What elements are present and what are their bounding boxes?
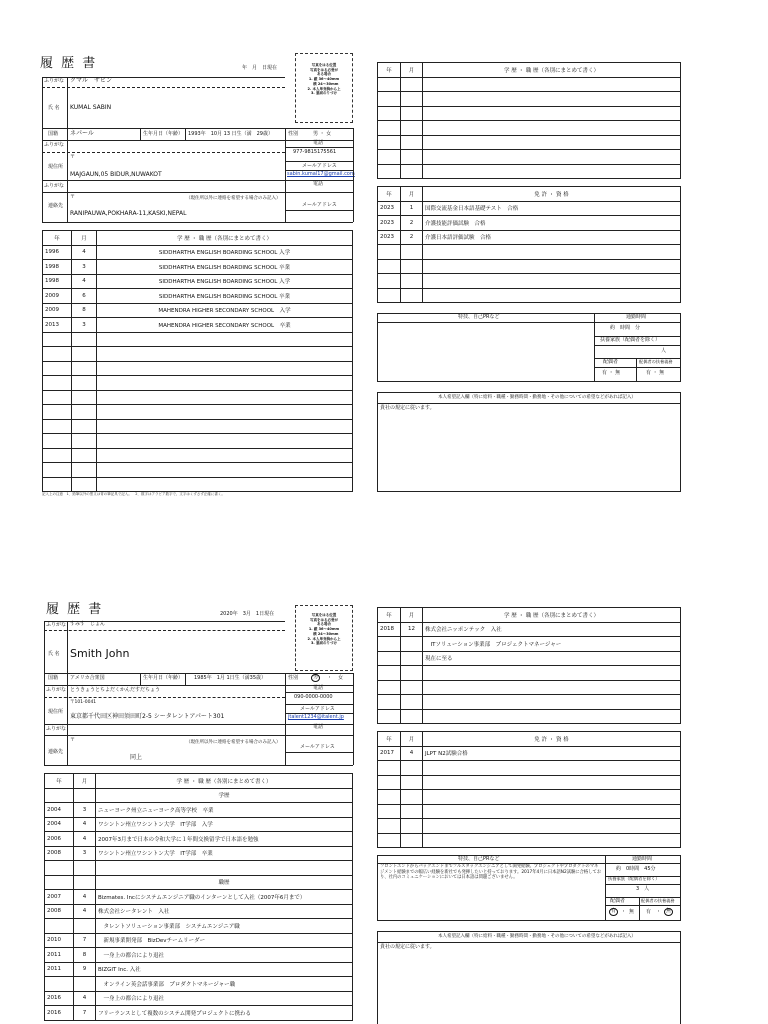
nationality-label: 国籍 bbox=[48, 675, 59, 681]
wish-text: 貴社の規定に従います。 bbox=[380, 944, 435, 950]
table-row bbox=[43, 477, 353, 492]
content-cell: フリーランスとして複数のシステム開発プロジェクトに携わる bbox=[96, 1006, 353, 1021]
date-line: 2020年 3月 1日現在 bbox=[220, 611, 275, 617]
address-furigana: とうきょうとちよだくかんだすだちょう bbox=[70, 687, 161, 693]
table-row bbox=[43, 274, 353, 289]
content-cell: JLPT N2試験合格 bbox=[423, 746, 681, 761]
table-row bbox=[43, 376, 353, 391]
year-cell: 2004 bbox=[45, 817, 74, 832]
nationality-label: 国籍 bbox=[48, 131, 59, 137]
table-row bbox=[43, 318, 353, 333]
spouse-label: 配偶者 bbox=[603, 359, 619, 365]
table-row bbox=[45, 846, 353, 861]
section-heading: 職歴 bbox=[96, 875, 353, 890]
contact-label: 連絡先 bbox=[48, 749, 64, 755]
commute-label: 通勤時間 bbox=[632, 856, 653, 862]
table-row bbox=[378, 135, 681, 150]
year-cell: 2008 bbox=[45, 846, 74, 861]
table-row bbox=[45, 788, 353, 803]
spouse-support-no-circled: 無 bbox=[666, 908, 672, 914]
right-history-table bbox=[377, 62, 681, 179]
dob-label: 生年月日（年齢） bbox=[143, 131, 184, 137]
year-cell: 2004 bbox=[45, 803, 74, 818]
year-cell: 2006 bbox=[45, 832, 74, 847]
month-header: 月 bbox=[401, 732, 423, 747]
table-row bbox=[45, 861, 353, 876]
photo-text: 写真をはる必要が bbox=[310, 617, 338, 622]
table-row bbox=[378, 274, 681, 289]
table-header bbox=[378, 63, 681, 78]
table-row bbox=[378, 121, 681, 136]
month-cell: 4 bbox=[72, 274, 97, 289]
contact-address: 同上 bbox=[130, 754, 143, 761]
nationality-value: ネパール bbox=[70, 130, 94, 137]
content-cell: ワシントン州立ワシントン大学 IT学部 入学 bbox=[96, 817, 353, 832]
table-row bbox=[43, 390, 353, 405]
table-row bbox=[378, 833, 681, 848]
content-header: 学 歴 ・ 職 歴（各別にまとめて書く） bbox=[96, 774, 353, 789]
dependents-value: 人 bbox=[661, 348, 667, 354]
furigana-label: ふりがな bbox=[44, 78, 65, 84]
commute-label: 通勤時間 bbox=[626, 314, 647, 320]
photo-text: ある場合 bbox=[317, 72, 331, 77]
photo-text: 写真をはる必要が bbox=[310, 67, 338, 72]
content-cell: ニューヨーク州立ニューヨーク高等学校 卒業 bbox=[96, 803, 353, 818]
table-row bbox=[45, 803, 353, 818]
photo-text: 2. 本人単身胸から上 bbox=[307, 86, 341, 91]
history-table bbox=[44, 773, 353, 1021]
furigana-label: ふりがな bbox=[46, 622, 67, 628]
contact-tel-label: 電話 bbox=[313, 724, 324, 730]
content-cell: タレントソリューション事業部 システムエンジニア職 bbox=[96, 919, 353, 934]
table-row bbox=[45, 1006, 353, 1021]
content-cell: 介護日本語評価試験 合格 bbox=[423, 230, 681, 245]
contact-note: （現住所以外に連絡を希望する場合のみ記入） bbox=[186, 740, 281, 745]
email-label: メールアドレス bbox=[300, 706, 335, 712]
content-cell: 株式会社ニッポンテック 入社 bbox=[423, 622, 681, 637]
year-cell: 2023 bbox=[378, 216, 401, 231]
gender-male-circled: 男 bbox=[313, 674, 319, 680]
table-row bbox=[378, 651, 681, 666]
table-row bbox=[378, 622, 681, 637]
gender-separator: ・ bbox=[327, 675, 333, 681]
month-header: 月 bbox=[401, 63, 423, 78]
table-row bbox=[378, 92, 681, 107]
month-cell: 4 bbox=[74, 904, 96, 919]
skills-text: フロントエンドからバックエンドまでフルスタックエンジニアとして開発経験。プロジェクトやプロダクトのマネジメント経験までの幅広い経験を新社でも発揮したいと持っております。2017年4月に日本語N2試験に合格しており、社内のコミュニケーションにおいては日本語は問題ございません。 bbox=[380, 864, 602, 881]
month-cell: 7 bbox=[74, 933, 96, 948]
dependents-label: 扶養家族（配偶者を除く） bbox=[608, 877, 660, 882]
content-cell: SIDDHARTHA ENGLISH BOARDING SCHOOL 卒業 bbox=[97, 289, 353, 304]
year-header: 年 bbox=[45, 774, 74, 789]
wish-block bbox=[377, 931, 681, 1024]
dob-label: 生年月日（年齢） bbox=[143, 675, 184, 681]
month-cell: 3 bbox=[72, 318, 97, 333]
year-header: 年 bbox=[378, 187, 401, 202]
photo-text: 1. 縦 36～40mm bbox=[308, 627, 340, 632]
month-cell: 4 bbox=[74, 991, 96, 1006]
content-cell bbox=[96, 861, 353, 876]
year-cell: 2011 bbox=[45, 948, 74, 963]
dob-value: 1985年 1月 1日生（満35歳） bbox=[194, 675, 267, 681]
month-cell: 2 bbox=[401, 230, 423, 245]
tel-value: 090-0000-0000 bbox=[294, 694, 333, 700]
table-row bbox=[378, 216, 681, 231]
wish-text: 貴社の規定に従います。 bbox=[380, 405, 435, 411]
month-cell: 4 bbox=[74, 832, 96, 847]
month-cell: 1 bbox=[401, 201, 423, 216]
month-cell: 3 bbox=[74, 803, 96, 818]
month-header: 月 bbox=[401, 187, 423, 202]
table-row bbox=[378, 288, 681, 303]
year-cell: 2016 bbox=[45, 1006, 74, 1021]
content-cell: 2007年3月まで日本の令和大学に１年間交換留学で日本語を勉強 bbox=[96, 832, 353, 847]
table-row bbox=[45, 904, 353, 919]
photo-text: 2. 本人単身胸から上 bbox=[307, 636, 341, 641]
photo-text: 1. 縦 36～40mm bbox=[308, 77, 340, 82]
table-row bbox=[43, 448, 353, 463]
month-cell: 4 bbox=[74, 817, 96, 832]
photo-text: 横 24～30mm bbox=[309, 81, 339, 86]
contact-address: RANIPAUWA,POKHARA-11,KASKI,NEPAL bbox=[70, 210, 187, 217]
table-row bbox=[45, 977, 353, 992]
tel-value: 977-9815175561 bbox=[293, 149, 337, 155]
table-row bbox=[378, 106, 681, 121]
contact-email-label: メールアドレス bbox=[302, 202, 337, 208]
contact-note: （現住所以外に連絡を希望する場合のみ記入） bbox=[186, 196, 281, 201]
skills-block bbox=[377, 313, 681, 382]
year-cell bbox=[378, 637, 401, 652]
month-cell: 6 bbox=[72, 289, 97, 304]
month-cell bbox=[74, 788, 96, 803]
year-cell: 2023 bbox=[378, 230, 401, 245]
address-furigana-label: ふりがな bbox=[44, 142, 65, 148]
month-cell: 2 bbox=[401, 216, 423, 231]
content-cell: 一身上の都合により退社 bbox=[96, 948, 353, 963]
wish-block bbox=[377, 392, 681, 492]
month-cell bbox=[74, 919, 96, 934]
contact-email-label: メールアドレス bbox=[300, 744, 335, 750]
name-label: 氏 名 bbox=[48, 105, 60, 111]
email-link[interactable]: jtalent1234@italent.jp bbox=[288, 714, 344, 720]
year-cell: 2009 bbox=[43, 289, 72, 304]
month-cell: 3 bbox=[74, 846, 96, 861]
spouse-no: 無 bbox=[629, 909, 635, 915]
spouse-support-label: 配偶者の扶養義務 bbox=[641, 898, 675, 903]
spouse-yes-circled: 有 bbox=[611, 908, 617, 914]
year-cell: 2023 bbox=[378, 201, 401, 216]
license-table bbox=[377, 186, 681, 303]
month-cell: 12 bbox=[401, 622, 423, 637]
table-row bbox=[378, 804, 681, 819]
year-cell bbox=[45, 788, 74, 803]
content-cell: 現在に至る bbox=[423, 651, 681, 666]
skills-label: 特技、自己PRなど bbox=[458, 314, 500, 320]
address-label: 現住所 bbox=[48, 709, 64, 715]
year-cell: 2009 bbox=[43, 303, 72, 318]
month-cell bbox=[401, 637, 423, 652]
contact-furigana-label: ふりがな bbox=[44, 183, 65, 189]
year-cell: 2017 bbox=[378, 746, 401, 761]
month-header: 月 bbox=[72, 231, 97, 246]
year-cell bbox=[378, 651, 401, 666]
tel-label: 電話 bbox=[313, 685, 324, 691]
spouse-support-value: 有 ・ 無 bbox=[646, 370, 665, 376]
table-row bbox=[43, 361, 353, 376]
table-row bbox=[378, 775, 681, 790]
table-header bbox=[378, 732, 681, 747]
year-cell: 2016 bbox=[45, 991, 74, 1006]
table-row bbox=[45, 890, 353, 905]
table-row bbox=[43, 347, 353, 362]
table-header bbox=[45, 774, 353, 789]
month-cell bbox=[74, 875, 96, 890]
table-row bbox=[43, 434, 353, 449]
table-row bbox=[45, 875, 353, 890]
table-row bbox=[378, 77, 681, 92]
email-label: メールアドレス bbox=[302, 163, 337, 169]
month-cell: 3 bbox=[72, 260, 97, 275]
month-cell: 4 bbox=[72, 245, 97, 260]
year-cell: 2008 bbox=[45, 904, 74, 919]
content-cell: MAHENDRA HIGHER SECONDARY SCHOOL 入学 bbox=[97, 303, 353, 318]
content-cell: 国際交流基金日本語基礎テスト 合格 bbox=[423, 201, 681, 216]
content-header: 学 歴 ・ 職 歴（各別にまとめて書く） bbox=[423, 63, 681, 78]
name-kana: クマル サビン bbox=[70, 77, 113, 84]
spouse-support-separator: ・ bbox=[656, 909, 662, 915]
month-header: 月 bbox=[74, 774, 96, 789]
table-row bbox=[378, 761, 681, 776]
content-cell: SIDDHARTHA ENGLISH BOARDING SCHOOL 卒業 bbox=[97, 260, 353, 275]
table-row bbox=[43, 303, 353, 318]
table-row bbox=[378, 637, 681, 652]
skills-label: 特技、自己PRなど bbox=[458, 856, 500, 862]
gender-label: 性別 bbox=[288, 131, 299, 137]
content-cell: Bizmates. Incにシステムエンジニア職のインターンとして入社（2007年6月まで） bbox=[96, 890, 353, 905]
table-row bbox=[378, 790, 681, 805]
content-header: 学 歴 ・ 職 歴（各別にまとめて書く） bbox=[423, 608, 681, 623]
month-cell bbox=[401, 651, 423, 666]
dependents-value: 3 人 bbox=[636, 886, 650, 892]
content-cell: ITソリューション事業部 プロジェクトマネージャー bbox=[423, 637, 681, 652]
table-row bbox=[378, 230, 681, 245]
nationality-value: アメリカ合衆国 bbox=[70, 675, 105, 681]
content-cell: 介護技能評価試験 合格 bbox=[423, 216, 681, 231]
email-link[interactable]: sabin.kumal17@gmail.com bbox=[287, 171, 355, 177]
photo-text: 写真をはる位置 bbox=[311, 613, 337, 617]
table-row bbox=[43, 463, 353, 478]
table-row bbox=[45, 933, 353, 948]
table-row bbox=[378, 245, 681, 260]
table-row bbox=[45, 832, 353, 847]
photo-text: 写真をはる位置 bbox=[311, 63, 337, 67]
date-line: 年 月 日現在 bbox=[242, 65, 278, 71]
table-row bbox=[378, 746, 681, 761]
content-header: 免 許 ・ 資 格 bbox=[423, 732, 681, 747]
table-row bbox=[43, 419, 353, 434]
spouse-separator: ・ bbox=[621, 909, 627, 915]
year-header: 年 bbox=[378, 732, 401, 747]
content-cell: ワシントン州立ワシントン大学 IT学部 卒業 bbox=[96, 846, 353, 861]
photo-placeholder bbox=[295, 605, 353, 671]
table-row bbox=[378, 666, 681, 681]
table-row bbox=[43, 289, 353, 304]
content-cell: SIDDHARTHA ENGLISH BOARDING SCHOOL 入学 bbox=[97, 245, 353, 260]
table-row bbox=[43, 245, 353, 260]
contact-tel-label: 電話 bbox=[313, 181, 324, 187]
month-header: 月 bbox=[401, 608, 423, 623]
table-row bbox=[378, 201, 681, 216]
table-row bbox=[378, 695, 681, 710]
photo-text: 3. 裏面のりづけ bbox=[311, 641, 337, 646]
spouse-value: 有 ・ 無 bbox=[602, 370, 621, 376]
spouse-support-yes: 有 bbox=[646, 909, 652, 915]
year-cell: 2010 bbox=[45, 933, 74, 948]
table-row bbox=[43, 405, 353, 420]
table-row bbox=[378, 150, 681, 165]
table-row bbox=[45, 962, 353, 977]
content-cell: 新規事業開発部 BizDevチームリーダー bbox=[96, 933, 353, 948]
month-cell bbox=[74, 861, 96, 876]
content-cell: SIDDHARTHA ENGLISH BOARDING SCHOOL 入学 bbox=[97, 274, 353, 289]
wish-label: 本人希望記入欄（特に給料・職種・勤務時間・勤務地・その他についての希望などがあれば記入） bbox=[438, 934, 636, 939]
year-header: 年 bbox=[43, 231, 72, 246]
contact-postal: 〒 bbox=[70, 194, 76, 200]
photo-text: 3. 裏面のりづけ bbox=[311, 91, 337, 96]
dependents-label: 扶養家族（配偶者を除く） bbox=[600, 337, 661, 343]
year-cell bbox=[45, 919, 74, 934]
year-header: 年 bbox=[378, 608, 401, 623]
spouse-label: 配偶者 bbox=[610, 898, 626, 904]
content-header: 学 歴 ・ 職 歴（各別にまとめて書く） bbox=[97, 231, 353, 246]
dob-value: 1993年 10月 13 日生（満 29歳） bbox=[188, 131, 273, 137]
content-header: 免 許 ・ 資 格 bbox=[423, 187, 681, 202]
table-header bbox=[43, 231, 353, 246]
table-row bbox=[45, 948, 353, 963]
section-heading: 学歴 bbox=[96, 788, 353, 803]
contact-furigana-label: ふりがな bbox=[46, 726, 67, 732]
history-table bbox=[42, 230, 353, 492]
postal-code: 〒 bbox=[70, 154, 76, 160]
year-cell bbox=[45, 875, 74, 890]
doc-title: 履 歴 書 bbox=[46, 602, 104, 617]
year-cell: 2007 bbox=[45, 890, 74, 905]
content-cell: MAHENDRA HIGHER SECONDARY SCHOOL 卒業 bbox=[97, 318, 353, 333]
wish-label: 本人希望記入欄（特に給料・職種・勤務時間・勤務地・その他についての希望などがあれば記入） bbox=[438, 395, 636, 400]
gender-label: 性別 bbox=[288, 675, 299, 681]
month-cell: 9 bbox=[74, 962, 96, 977]
contact-postal: 〒 bbox=[70, 737, 76, 743]
year-cell: 2011 bbox=[45, 962, 74, 977]
year-cell: 1998 bbox=[43, 260, 72, 275]
month-cell bbox=[74, 977, 96, 992]
contact-label: 連絡先 bbox=[48, 203, 64, 209]
content-cell: 一身上の都合により退社 bbox=[96, 991, 353, 1006]
right-history-table bbox=[377, 607, 681, 724]
month-cell: 8 bbox=[72, 303, 97, 318]
address-value: 東京都千代田区神田須田町2-5 シータレントアパート301 bbox=[70, 713, 225, 720]
table-row bbox=[43, 332, 353, 347]
content-cell: BIZGIT Inc. 入社 bbox=[96, 962, 353, 977]
skills-block bbox=[377, 855, 681, 921]
month-cell: 8 bbox=[74, 948, 96, 963]
table-row bbox=[45, 991, 353, 1006]
address-value: MAJGAUN,05 BIDUR,NUWAKOT bbox=[70, 171, 162, 178]
table-row bbox=[378, 819, 681, 834]
year-cell bbox=[45, 861, 74, 876]
photo-text: 横 24～30mm bbox=[309, 631, 339, 636]
postal-code: 〒101-0041 bbox=[70, 700, 97, 705]
photo-text: ある場合 bbox=[317, 622, 331, 627]
month-cell: 4 bbox=[74, 890, 96, 905]
year-cell: 2018 bbox=[378, 622, 401, 637]
month-cell: 4 bbox=[401, 746, 423, 761]
table-row bbox=[45, 919, 353, 934]
table-row bbox=[378, 709, 681, 724]
address-label: 現住所 bbox=[48, 164, 64, 170]
table-header bbox=[378, 608, 681, 623]
month-cell: 7 bbox=[74, 1006, 96, 1021]
photo-placeholder bbox=[295, 53, 353, 123]
year-cell: 1998 bbox=[43, 274, 72, 289]
gender-value: 男 ・ 女 bbox=[313, 131, 332, 137]
table-row bbox=[378, 680, 681, 695]
year-cell: 2013 bbox=[43, 318, 72, 333]
table-row bbox=[45, 817, 353, 832]
commute-value: 約 時間 分 bbox=[610, 325, 641, 331]
table-row bbox=[43, 260, 353, 275]
commute-value: 約 0時間 45分 bbox=[616, 866, 656, 872]
table-row bbox=[378, 259, 681, 274]
name-value: KUMAL SABIN bbox=[70, 104, 112, 111]
table-header bbox=[378, 187, 681, 202]
doc-title: 履 歴 書 bbox=[40, 56, 98, 71]
gender-female: 女 bbox=[338, 675, 344, 681]
footnote: 記入上の注意 1．鉛筆以外の黒又は青の筆記具で記入。 2．数字はアラビア数字で、文字はくずさず正確に書く。 bbox=[42, 492, 225, 496]
spouse-support-label: 配偶者の扶養義務 bbox=[639, 359, 673, 364]
year-header: 年 bbox=[378, 63, 401, 78]
content-cell: 株式会社シータレント 入社 bbox=[96, 904, 353, 919]
content-cell: オンライン英会話事業部 プロダクトマネージャー職 bbox=[96, 977, 353, 992]
name-value: Smith John bbox=[70, 647, 130, 660]
table-row bbox=[378, 164, 681, 179]
tel-label: 電話 bbox=[313, 140, 324, 146]
license-table bbox=[377, 731, 681, 848]
address-furigana-label: ふりがな bbox=[46, 687, 67, 693]
year-cell: 1996 bbox=[43, 245, 72, 260]
name-kana: すみす じょん bbox=[70, 621, 106, 627]
name-label: 氏 名 bbox=[48, 651, 60, 657]
year-cell bbox=[45, 977, 74, 992]
